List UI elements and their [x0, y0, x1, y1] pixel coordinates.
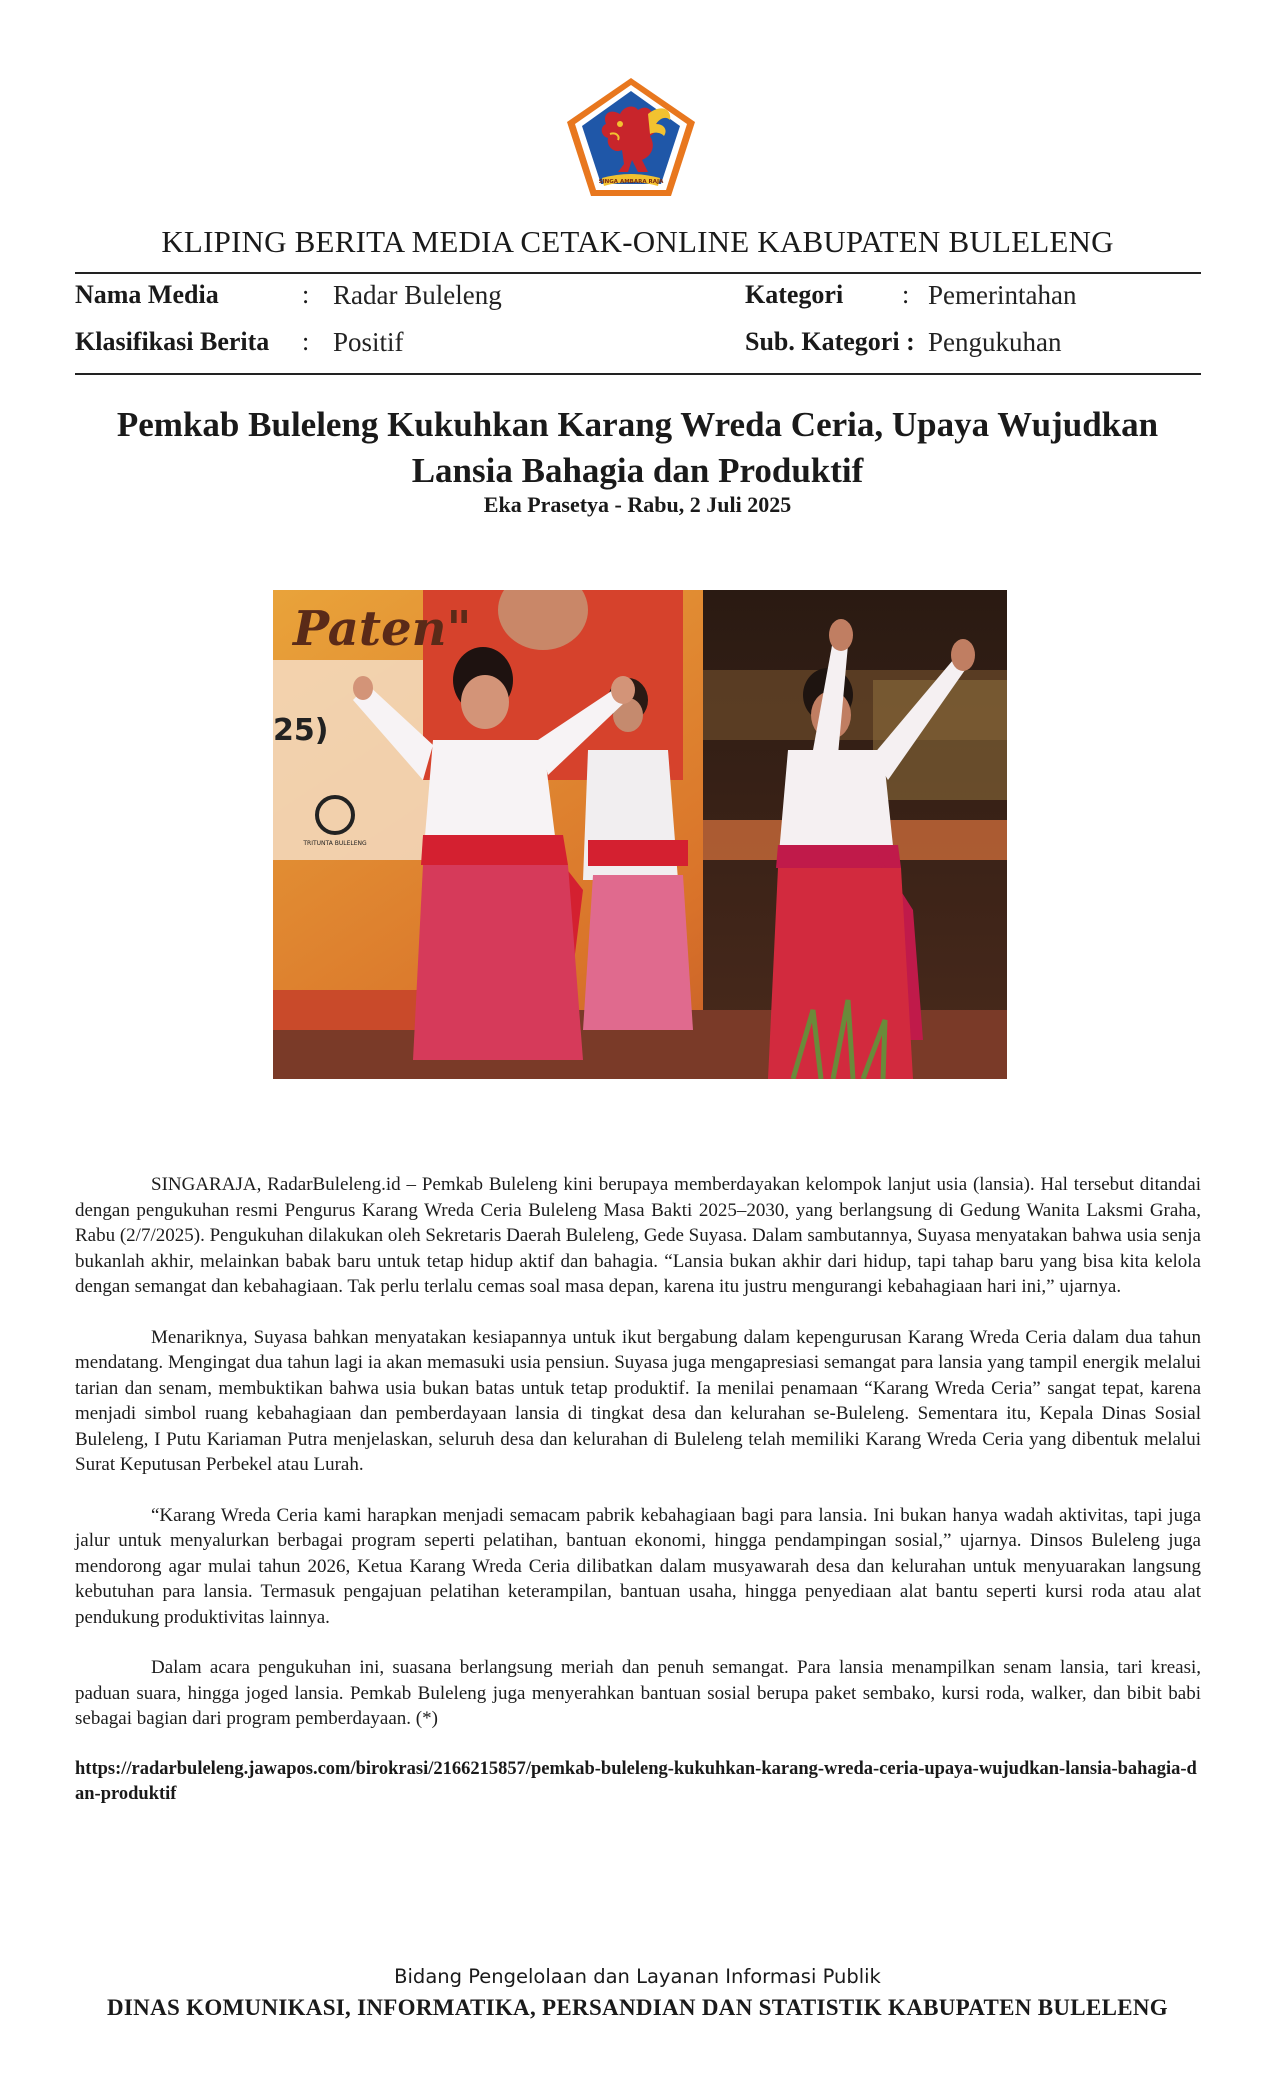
- header-divider-top: [75, 272, 1201, 274]
- article-body: [75, 1172, 1201, 1807]
- subkategori-value: Pengukuhan: [928, 327, 1062, 357]
- article-title: Pemkab Buleleng Kukuhkan Karang Wreda Ceria, Upaya Wujudkan Lansia Bahagia dan Produktif: [116, 405, 1159, 490]
- subkategori-label: Sub. Kategori :: [745, 327, 915, 356]
- photo-org-text: TRITUNTA BULELENG: [303, 840, 367, 847]
- logo-motto-text: SINGA AMBARA RAJA: [598, 179, 664, 185]
- footer-division: Bidang Pengelolaan dan Layanan Informasi Publik: [394, 1965, 881, 1988]
- footer-agency: DINAS KOMUNIKASI, INFORMATIKA, PERSANDIAN DAN STATISTIK KABUPATEN BULELENG: [107, 1995, 1168, 2020]
- media-value: Radar Buleleng: [333, 280, 502, 310]
- media-colon: :: [302, 280, 310, 309]
- article-paragraph: Dalam acara pengukuhan ini, suasana berlangsung meriah dan penuh semangat. Para lansia menampilkan senam lansia, tari kreasi, paduan suara, hingga joged lansia. Pemkab Buleleng juga menyerahkan bantuan sosial berupa paket sembako, kursi roda, walker, dan bibit babi sebagai bagian dari program pemberdayaan. (*): [75, 1657, 1201, 1729]
- article-paragraph: “Karang Wreda Ceria kami harapkan menjadi semacam pabrik kebahagiaan bagi para lansia. Ini bukan hanya wadah aktivitas, tapi juga jalur untuk menyalurkan berbagai program seperti pelatihan, bantuan ekonomi, hingga pendampingan sosial,” ujarnya. Dinsos Buleleng juga mendorong agar mulai tahun 2026, Ketua Karang Wreda Ceria dilibatkan dalam musyawarah desa dan kelurahan untuk menyuarakan langsung kebutuhan para lansia. Termasuk pengajuan pelatihan keterampilan, bantuan usaha, hingga penyediaan alat bantu seperti kursi roda atau alat pendukung produktivitas lainnya.: [75, 1504, 1201, 1628]
- kategori-colon: :: [902, 280, 910, 309]
- photo-number-text: 25): [273, 713, 329, 748]
- kategori-value: Pemerintahan: [928, 280, 1077, 310]
- document-header-title: KLIPING BERITA MEDIA CETAK-ONLINE KABUPATEN BULELENG: [161, 224, 1114, 259]
- source-url-link[interactable]: https://radarbuleleng.jawapos.com/birokrasi/2166215857/pemkab-buleleng-kukuhkan-karang-wreda-ceria-upaya-wujudkan-lansia-bahagia-dan-produktif: [75, 1758, 1197, 1804]
- kategori-label: Kategori: [745, 280, 844, 309]
- article-byline: Eka Prasetya - Rabu, 2 Juli 2025: [483, 492, 792, 517]
- media-label: Nama Media: [75, 280, 219, 309]
- singa-ambara-raja-logo: [562, 74, 700, 200]
- article-photo: [273, 590, 1007, 1079]
- article-paragraph: SINGARAJA, RadarBuleleng.id – Pemkab Buleleng kini berupaya memberdayakan kelompok lanjut usia (lansia). Hal tersebut ditandai dengan pengukuhan resmi Pengurus Karang Wreda Ceria Buleleng Masa Bakti 2025–2030, yang berlangsung di Gedung Wanita Laksmi Graha, Rabu (2/7/2025). Pengukuhan dilakukan oleh Sekretaris Daerah Buleleng, Gede Suyasa. Dalam sambutannya, Suyasa menyatakan bahwa usia senja bukanlah akhir, melainkan babak baru untuk tetap hidup aktif dan bahagia. “Lansia bukan akhir dari hidup, tapi tahap baru yang bisa kita kelola dengan semangat dan kebahagiaan. Tak perlu terlalu cemas soal masa depan, karena itu justru mengurangi kebahagiaan hari ini,” ujarnya.: [75, 1174, 1201, 1297]
- photo-banner-text: Paten": [293, 601, 472, 657]
- klasifikasi-label: Klasifikasi Berita: [75, 327, 270, 356]
- header-divider-bottom: [75, 373, 1201, 375]
- article-paragraph: Menariknya, Suyasa bahkan menyatakan kesiapannya untuk ikut bergabung dalam kepengurusan Karang Wreda Ceria dalam dua tahun mendatang. Mengingat dua tahun lagi ia akan memasuki usia pensiun. Suyasa juga mengapresiasi semangat para lansia yang tampil energik melalui tarian dan senam, membuktikan bahwa usia bukan batas untuk tetap produktif. Ia menilai penamaan “Karang Wreda Ceria” sangat tepat, karena menjadi simbol ruang kebahagiaan dan pemberdayaan lansia di tingkat desa dan kelurahan se-Buleleng. Sementara itu, Kepala Dinas Sosial Buleleng, I Putu Kariaman Putra menjelaskan, seluruh desa dan kelurahan di Buleleng telah memiliki Karang Wreda Ceria yang dibentuk melalui Surat Keputusan Perbekel atau Lurah.: [75, 1326, 1201, 1475]
- klasifikasi-colon: :: [302, 327, 310, 356]
- klasifikasi-value: Positif: [333, 327, 404, 357]
